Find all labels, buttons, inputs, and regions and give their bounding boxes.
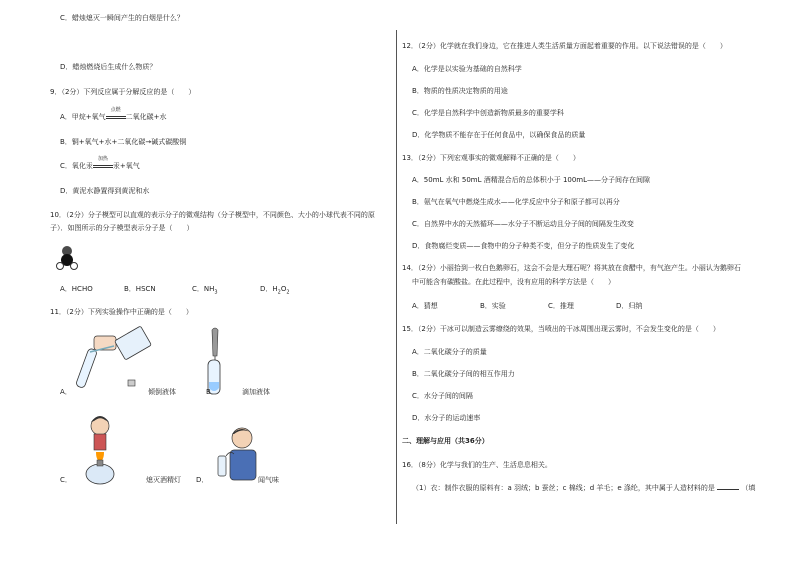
q11-option-a-caption: 倾倒液体 (148, 388, 176, 396)
q14-stem-line2: 中可能含有碳酸盐。在此过程中，没有应用的科学方法是（ ） (412, 278, 615, 286)
q8-option-c: C．蜡烛熄灭一瞬间产生的白烟是什么？ (60, 14, 184, 22)
q14-option-d: D．归纳 (616, 302, 643, 310)
q14-option-b: B．实验 (480, 302, 506, 310)
q16-sub1: （1）衣：制作衣服的原料有：a 羽绒；b 蚕丝；c 棉线；d 羊毛；e 涤纶，其中属于人造材料的是 （填 (412, 484, 756, 492)
q13-stem: 13．（2分）下列宏观事实的微观解释不正确的是（ ） (402, 154, 580, 162)
q11-option-c-caption: 熄灭酒精灯 (146, 476, 181, 484)
q11-option-b-caption: 滴加液体 (242, 388, 270, 396)
q13-option-d: D．食物腐烂变质——食物中的分子种类不变，但分子的性质发生了变化 (412, 242, 635, 250)
q10-stem-line2: 子）．如图所示的分子模型表示分子是（ ） (50, 224, 194, 232)
q12-option-a: A．化学是以实验为基础的自然科学 (412, 65, 522, 73)
smelling-gas-figure (212, 426, 268, 482)
molecule-model-figure (56, 244, 78, 270)
q12-option-b: B．物质的性质决定物质的用途 (412, 87, 508, 95)
q11-option-d-letter: D． (196, 476, 209, 484)
q15-option-b: B．二氧化碳分子间的相互作用力 (412, 370, 515, 378)
q12-stem: 12．（2分）化学就在我们身边，它在推进人类生活质量方面起着重要的作用。以下说法错误的是（ ） (402, 42, 727, 50)
q11-option-c-letter: C． (60, 476, 72, 484)
dropping-liquid-figure (202, 326, 236, 396)
q13-option-b: B．氨气在氧气中燃烧生成水——化学反应中分子和原子都可以再分 (412, 198, 620, 206)
section-heading: 二、理解与应用（共36分） (402, 437, 489, 445)
q12-option-c: C．化学是自然科学中创造新物质最多的重要学科 (412, 109, 564, 117)
q10-option-a: A．HCHO (60, 285, 93, 293)
pouring-liquid-figure (70, 326, 160, 398)
q9-option-a: A．甲烷+氧气 点燃 二氧化碳+水 (60, 107, 167, 121)
q16-stem: 16．（8分）化学与我们的生产、生活息息相关。 (402, 461, 552, 469)
q13-option-a: A．50mL 水和 50mL 酒精混合后的总体积小于 100mL——分子间存在间隙 (412, 176, 651, 184)
q11-option-d-caption: 闻气味 (258, 476, 279, 484)
q11-stem: 11．（2分）下列实验操作中正确的是（ ） (50, 308, 193, 316)
q13-option-c: C．自然界中水的天然循环——水分子不断运动且分子间的间隔发生改变 (412, 220, 634, 228)
q14-option-c: C．推理 (548, 302, 574, 310)
q10-option-d: D．$H_2O_2$ (260, 285, 290, 296)
q10-stem-line1: 10．（2分）分子模型可以直观的表示分子的微观结构（分子模型中，不同颜色、大小的小球代表不同的原 (50, 211, 375, 219)
extinguish-alcohol-lamp-figure (72, 412, 132, 490)
q9-option-b: B．铜+氧气+水+二氧化碳→碱式碳酸铜 (60, 138, 187, 146)
q9-stem: 9．（2分）下列反应属于分解反应的是（ ） (50, 88, 196, 96)
q12-option-d: D．化学物质不能存在于任何食品中，以确保食品的质量 (412, 131, 586, 139)
q11-option-b-letter: B． (206, 388, 218, 396)
q9-option-c: C．氧化汞 加热 汞+氧气 (60, 156, 140, 170)
q15-stem: 15．（2分）干冰可以制造云雾缭绕的效果，当喷出的干冰周围出现云雾时，不会发生变化的是（ ） (402, 325, 720, 333)
q8-option-d: D．蜡烛燃烧后生成什么物质？ (60, 63, 157, 71)
q15-option-d: D．水分子的运动速率 (412, 414, 481, 422)
q14-option-a: A．猜想 (412, 302, 438, 310)
q10-option-c: C．$NH_3$ (192, 285, 218, 296)
q10-option-b: B．HSCN (124, 285, 156, 293)
q15-option-c: C．水分子间的间隔 (412, 392, 473, 400)
q11-option-a-letter: A． (60, 388, 72, 396)
q15-option-a: A．二氧化碳分子的质量 (412, 348, 487, 356)
column-divider (396, 30, 397, 524)
q14-stem-line1: 14．（2分）小丽拾到一枚白色鹅卵石，这会不会是大理石呢？将其放在食醋中，有气泡产生。小丽认为鹅卵石 (402, 264, 741, 272)
q9-option-d: D．黄泥水静置得到黄泥和水 (60, 187, 150, 195)
q16-answer-blank[interactable] (717, 483, 739, 490)
